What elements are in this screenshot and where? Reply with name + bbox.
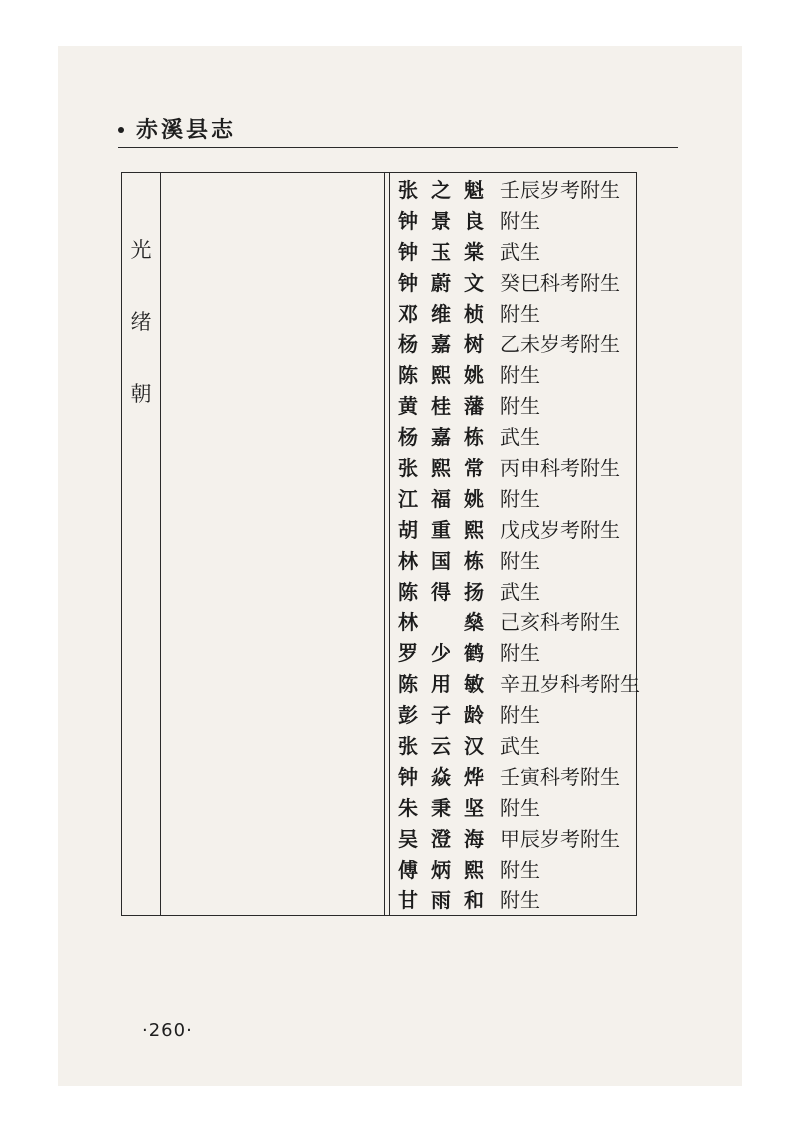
entry-status: 癸巳科考附生 <box>500 270 620 295</box>
entry-status: 附生 <box>500 703 540 728</box>
entry-status: 附生 <box>500 208 540 233</box>
entry-name: 吴澄海 <box>398 826 484 851</box>
list-item <box>398 299 640 330</box>
entry-status: 壬寅科考附生 <box>500 764 620 789</box>
list-item <box>398 638 640 669</box>
list-item <box>398 885 640 916</box>
column-divider <box>160 173 161 915</box>
entry-name: 彭子龄 <box>398 703 484 728</box>
era-char: 光 <box>130 238 152 262</box>
entry-name: 邓维桢 <box>398 301 484 326</box>
list-item <box>398 577 640 608</box>
list-item <box>398 391 640 422</box>
list-item <box>398 484 640 515</box>
entry-status: 附生 <box>500 641 540 666</box>
entry-status: 武生 <box>500 734 540 759</box>
list-item <box>398 453 640 484</box>
list-item <box>398 422 640 453</box>
entry-name: 张云汉 <box>398 734 484 759</box>
bullet-dot-icon <box>118 127 124 133</box>
header-rule <box>118 147 678 148</box>
entry-status: 戊戌岁考附生 <box>500 517 620 542</box>
entry-name: 林国栋 <box>398 548 484 573</box>
list-item <box>398 175 640 206</box>
entry-name: 钟焱烨 <box>398 764 484 789</box>
list-item <box>398 206 640 237</box>
entry-status: 附生 <box>500 394 540 419</box>
running-header <box>118 116 236 146</box>
list-item <box>398 237 640 268</box>
entry-status: 附生 <box>500 857 540 882</box>
entry-status: 附生 <box>500 888 540 913</box>
list-item <box>398 855 640 886</box>
list-item <box>398 669 640 700</box>
entry-name: 钟蔚文 <box>398 270 484 295</box>
running-title: 赤溪县志 <box>136 118 237 143</box>
entry-name: 杨嘉栋 <box>398 425 484 450</box>
column-divider <box>389 173 390 915</box>
column-divider <box>384 173 385 915</box>
list-item <box>398 546 640 577</box>
entry-status: 附生 <box>500 486 540 511</box>
entry-status: 丙申科考附生 <box>500 456 620 481</box>
entry-name: 钟玉棠 <box>398 239 484 264</box>
entry-status: 甲辰岁考附生 <box>500 826 620 851</box>
page-number: ·260· <box>142 1020 193 1041</box>
entry-status: 附生 <box>500 548 540 573</box>
list-item <box>398 824 640 855</box>
entry-status: 附生 <box>500 795 540 820</box>
entry-name: 江福姚 <box>398 486 484 511</box>
list-item <box>398 515 640 546</box>
entry-name: 张之魁 <box>398 178 484 202</box>
entry-status: 武生 <box>500 425 540 450</box>
entry-status: 附生 <box>500 301 540 326</box>
entry-name: 胡重熙 <box>398 517 484 542</box>
entry-status: 壬辰岁考附生 <box>500 178 620 202</box>
list-item <box>398 700 640 731</box>
era-char: 绪 <box>130 310 152 334</box>
entry-status: 附生 <box>500 363 540 388</box>
entry-name: 杨嘉树 <box>398 332 484 357</box>
entry-status: 武生 <box>500 579 540 604</box>
entry-status: 乙未岁考附生 <box>500 332 620 357</box>
record-table <box>121 172 640 916</box>
entry-status: 武生 <box>500 239 540 264</box>
entry-name: 黄桂藩 <box>398 394 484 419</box>
entry-name: 甘雨和 <box>398 888 484 913</box>
entry-name: 罗少鹤 <box>398 641 484 666</box>
entry-name: 钟景良 <box>398 208 484 233</box>
entry-status: 辛丑岁科考附生 <box>500 672 640 697</box>
list-item <box>398 793 640 824</box>
entry-name: 陈得扬 <box>398 579 484 604</box>
entry-name: 张熙常 <box>398 456 484 481</box>
era-char: 朝 <box>130 382 152 406</box>
entry-name: 朱秉坚 <box>398 795 484 820</box>
list-item <box>398 268 640 299</box>
entry-name: 陈用敏 <box>398 672 484 697</box>
entry-name: 林 燊 <box>398 610 484 635</box>
list-item <box>398 731 640 762</box>
list-item <box>398 607 640 638</box>
entry-name: 傅炳熙 <box>398 857 484 882</box>
entry-list <box>398 175 640 916</box>
list-item <box>398 329 640 360</box>
list-item <box>398 762 640 793</box>
list-item <box>398 360 640 391</box>
era-label <box>122 235 160 451</box>
entry-name: 陈熙姚 <box>398 363 484 388</box>
entry-status: 己亥科考附生 <box>500 610 620 635</box>
